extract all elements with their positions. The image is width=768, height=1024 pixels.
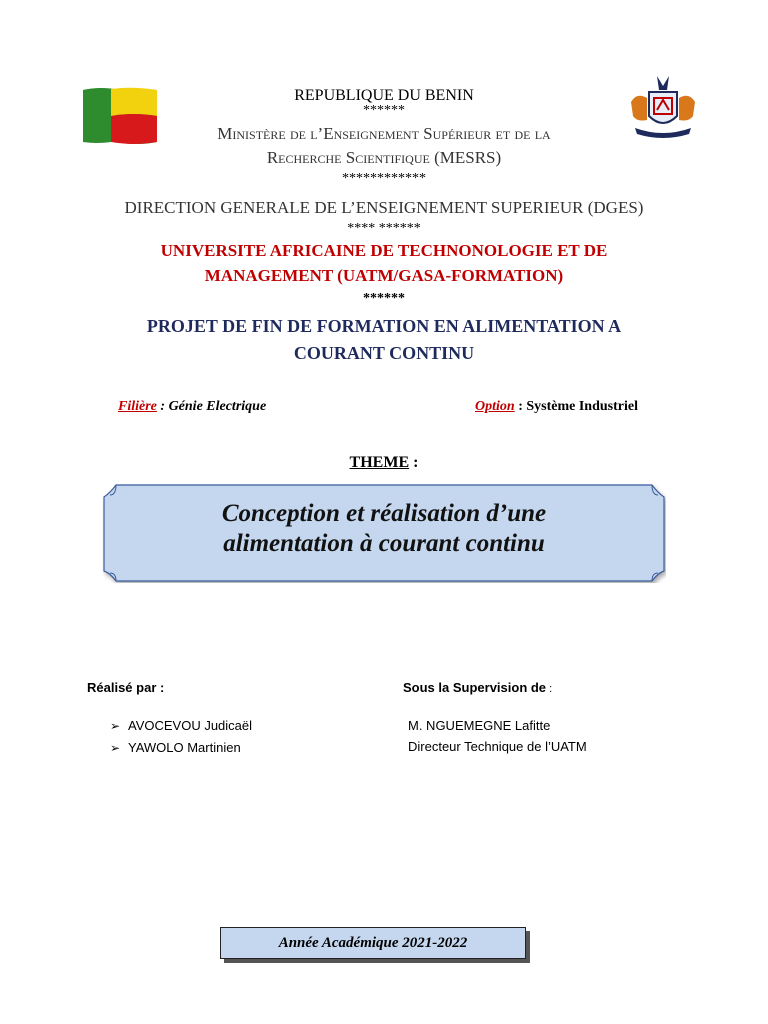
university-line1: UNIVERSITE AFRICAINE DE TECHNONOLOGIE ET DE (160, 241, 608, 260)
theme-heading (0, 454, 768, 472)
filiere-sep: : (156, 399, 169, 414)
list-item (110, 737, 252, 759)
separator-stars: ****** (363, 291, 405, 306)
option-sep: : (514, 399, 527, 414)
students-list (110, 715, 252, 759)
republic-title: REPUBLIQUE DU BENIN (294, 87, 474, 104)
supervisor-role: Directeur Technique de l’UATM (408, 739, 587, 754)
realise-label: Réalisé par : (87, 680, 165, 695)
student-name: YAWOLO Martinien (128, 740, 241, 755)
supervision-suffix: : (546, 683, 553, 695)
supervisor-block (408, 715, 587, 757)
ministry-line1: Ministère de l’Enseignement Supérieur et de la (217, 124, 551, 143)
theme-suffix: : (409, 454, 419, 471)
supervisor-name: M. NGUEMEGNE Lafitte (408, 718, 551, 733)
arrowhead-bullet-icon: ➢ (110, 741, 121, 755)
separator-stars: ****** (363, 103, 405, 118)
supervision-heading (403, 680, 552, 695)
theme-title (102, 499, 666, 559)
list-item (110, 715, 252, 737)
option-label: Option (475, 399, 515, 414)
separator-stars: **** ****** (347, 221, 421, 236)
project-line2: COURANT CONTINU (293, 343, 475, 363)
student-name: AVOCEVOU Judicaël (128, 718, 253, 733)
arrowhead-bullet-icon: ➢ (110, 719, 121, 733)
filiere-value: Génie Electrique (168, 399, 267, 414)
project-line1: PROJET DE FIN DE FORMATION EN ALIMENTATION A (146, 316, 622, 336)
filiere-line (118, 399, 266, 415)
ministry-line2: Recherche Scientifique (MESRS) (266, 148, 502, 167)
university-line2: MANAGEMENT (UATM/GASA-FORMATION) (204, 266, 564, 285)
separator-stars: ************ (342, 171, 426, 186)
filiere-label: Filière (118, 399, 157, 414)
option-line (475, 399, 638, 415)
direction-title: DIRECTION GENERALE DE L’ENSEIGNEMENT SUPERIEUR (DGES) (124, 198, 644, 217)
supervision-label: Sous la Supervision de (403, 680, 547, 695)
theme-label: THEME (349, 454, 410, 471)
theme-line1: Conception et réalisation d’une (221, 500, 547, 527)
option-value: Système Industriel (526, 399, 638, 414)
theme-line2: alimentation à courant continu (223, 530, 545, 557)
academic-year-box: Année Académique 2021-2022 (220, 927, 526, 959)
